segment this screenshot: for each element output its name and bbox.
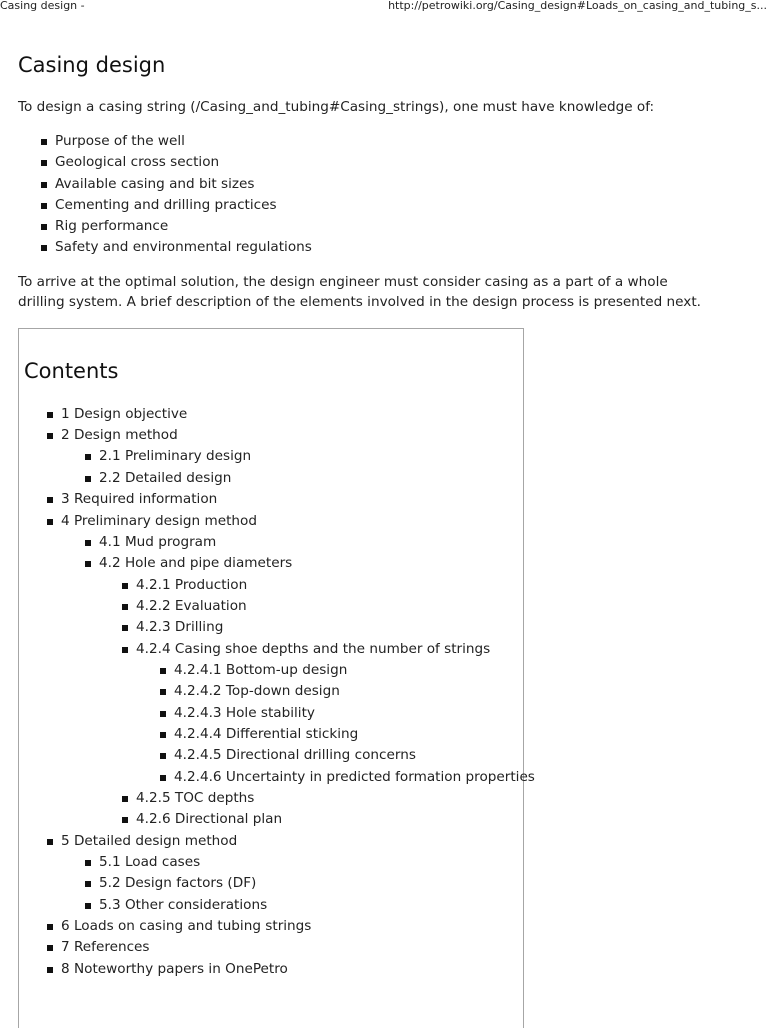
toc-item-label[interactable]: 6 Loads on casing and tubing strings [61, 918, 312, 935]
toc-item-label[interactable]: 8 Noteworthy papers in OnePetro [61, 960, 288, 977]
square-bullet-icon [47, 839, 53, 845]
toc-item[interactable] [122, 575, 535, 596]
square-bullet-icon [47, 945, 53, 951]
toc-item[interactable] [160, 660, 535, 681]
toc-item-label[interactable]: 4.2.5 TOC depths [136, 789, 255, 806]
toc-item[interactable] [160, 703, 535, 724]
square-bullet-icon [47, 433, 53, 439]
square-bullet-icon [85, 561, 91, 567]
toc-item[interactable] [47, 489, 535, 510]
square-bullet-icon [47, 412, 53, 418]
square-bullet-icon [47, 924, 53, 930]
list-item [41, 174, 748, 195]
toc-item-label[interactable]: 4 Preliminary design method [61, 512, 257, 529]
list-item [41, 131, 748, 152]
square-bullet-icon [160, 775, 166, 781]
toc-item-label[interactable]: 7 References [61, 939, 150, 956]
toc-item-label[interactable]: 4.2.4 Casing shoe depths and the number of strings [136, 640, 491, 657]
toc-item[interactable] [47, 916, 535, 937]
toc-item[interactable] [47, 404, 535, 425]
square-bullet-icon [160, 668, 166, 674]
toc-item-label[interactable]: 4.2.4.3 Hole stability [174, 704, 315, 721]
toc-item[interactable] [47, 959, 535, 980]
page-label: Casing design - [0, 0, 85, 12]
toc-list [47, 404, 535, 980]
toc-item[interactable] [160, 767, 535, 788]
square-bullet-icon [160, 753, 166, 759]
requirements-list [18, 131, 748, 259]
square-bullet-icon [160, 711, 166, 717]
square-bullet-icon [85, 881, 91, 887]
square-bullet-icon [122, 625, 128, 631]
square-bullet-icon [41, 160, 47, 166]
article-content [18, 50, 748, 1028]
square-bullet-icon [160, 732, 166, 738]
list-item [41, 237, 748, 258]
toc-item-label[interactable]: 3 Required information [61, 491, 218, 508]
toc-item-label[interactable]: 2.2 Detailed design [99, 469, 232, 486]
list-item-label: Rig performance [55, 218, 169, 235]
square-bullet-icon [85, 903, 91, 909]
square-bullet-icon [47, 967, 53, 973]
toc-item[interactable] [85, 852, 535, 873]
toc-item-label[interactable]: 5.1 Load cases [99, 854, 201, 870]
toc-item-label[interactable]: 5.2 Design factors (DF) [99, 875, 257, 892]
toc-item-label[interactable]: 5.3 Other considerations [99, 896, 268, 913]
square-bullet-icon [41, 139, 47, 145]
toc-item[interactable] [85, 553, 535, 574]
square-bullet-icon [85, 476, 91, 482]
square-bullet-icon [122, 817, 128, 823]
page-url[interactable]: http://petrowiki.org/Casing_design#Loads_on_casing_and_tubing_s... [388, 0, 767, 12]
square-bullet-icon [85, 540, 91, 546]
toc-item[interactable] [122, 788, 535, 809]
toc-item[interactable] [85, 446, 535, 467]
square-bullet-icon [122, 583, 128, 589]
toc-item[interactable] [122, 809, 535, 830]
square-bullet-icon [122, 796, 128, 802]
toc-item-label[interactable]: 4.2.4.6 Uncertainty in predicted formation properties [174, 768, 535, 785]
toc-item[interactable] [47, 425, 535, 446]
list-item-label: Available casing and bit sizes [55, 175, 255, 192]
toc-item-label[interactable]: 4.2.4.1 Bottom-up design [174, 661, 348, 678]
toc-item-label[interactable]: 4.2.6 Directional plan [136, 811, 283, 828]
toc-item-label[interactable]: 5 Detailed design method [61, 832, 238, 849]
square-bullet-icon [122, 604, 128, 610]
table-of-contents [18, 328, 535, 1028]
toc-item-label[interactable]: 4.2.3 Drilling [136, 619, 224, 636]
square-bullet-icon [122, 647, 128, 653]
list-item-label: Cementing and drilling practices [55, 196, 277, 213]
summary-paragraph: To arrive at the optimal solution, the design engineer must consider casing as a part of a whole drilling system. A brief description of the elements involved in the design process is presented next. [18, 273, 701, 310]
toc-item-label[interactable]: 1 Design objective [61, 405, 188, 422]
square-bullet-icon [41, 203, 47, 209]
list-item-label: Safety and environmental regulations [55, 239, 312, 256]
toc-item[interactable] [122, 596, 535, 617]
toc-item-label[interactable]: 4.2 Hole and pipe diameters [99, 555, 293, 572]
toc-item[interactable] [47, 937, 535, 958]
square-bullet-icon [41, 182, 47, 188]
toc-item-label[interactable]: 4.2.2 Evaluation [136, 597, 247, 614]
toc-item[interactable] [160, 745, 535, 766]
list-item [41, 152, 748, 173]
toc-item-label[interactable]: 2.1 Preliminary design [99, 448, 252, 465]
toc-item[interactable] [85, 468, 535, 489]
square-bullet-icon [85, 454, 91, 460]
list-item-label: Purpose of the well [55, 133, 185, 149]
toc-item[interactable] [85, 532, 535, 553]
toc-item-label[interactable]: 4.2.1 Production [136, 576, 248, 593]
toc-item[interactable] [160, 724, 535, 745]
list-item [41, 216, 748, 237]
list-item [41, 195, 748, 216]
toc-item[interactable] [85, 873, 535, 894]
toc-title: Contents [24, 358, 119, 383]
toc-item[interactable] [122, 617, 535, 638]
toc-item[interactable] [47, 511, 535, 532]
toc-item[interactable] [122, 639, 535, 660]
toc-item-label[interactable]: 4.2.4.4 Differential sticking [174, 725, 359, 742]
toc-item-label[interactable]: 4.1 Mud program [99, 533, 217, 550]
toc-item[interactable] [85, 895, 535, 916]
intro-paragraph: To design a casing string (/Casing_and_tubing#Casing_strings), one must have knowledge of: [18, 99, 655, 115]
square-bullet-icon [47, 497, 53, 503]
print-header [0, 0, 768, 22]
square-bullet-icon [41, 224, 47, 230]
square-bullet-icon [85, 860, 91, 866]
square-bullet-icon [41, 245, 47, 251]
square-bullet-icon [47, 519, 53, 525]
square-bullet-icon [160, 689, 166, 695]
page-title: Casing design [18, 53, 166, 77]
toc-item[interactable] [47, 831, 535, 852]
toc-item-label[interactable]: 4.2.4.2 Top-down design [174, 683, 340, 700]
toc-item-label[interactable]: 2 Design method [61, 427, 178, 444]
list-item-label: Geological cross section [55, 154, 220, 171]
toc-item-label[interactable]: 4.2.4.5 Directional drilling concerns [174, 747, 416, 764]
toc-item[interactable] [160, 681, 535, 702]
